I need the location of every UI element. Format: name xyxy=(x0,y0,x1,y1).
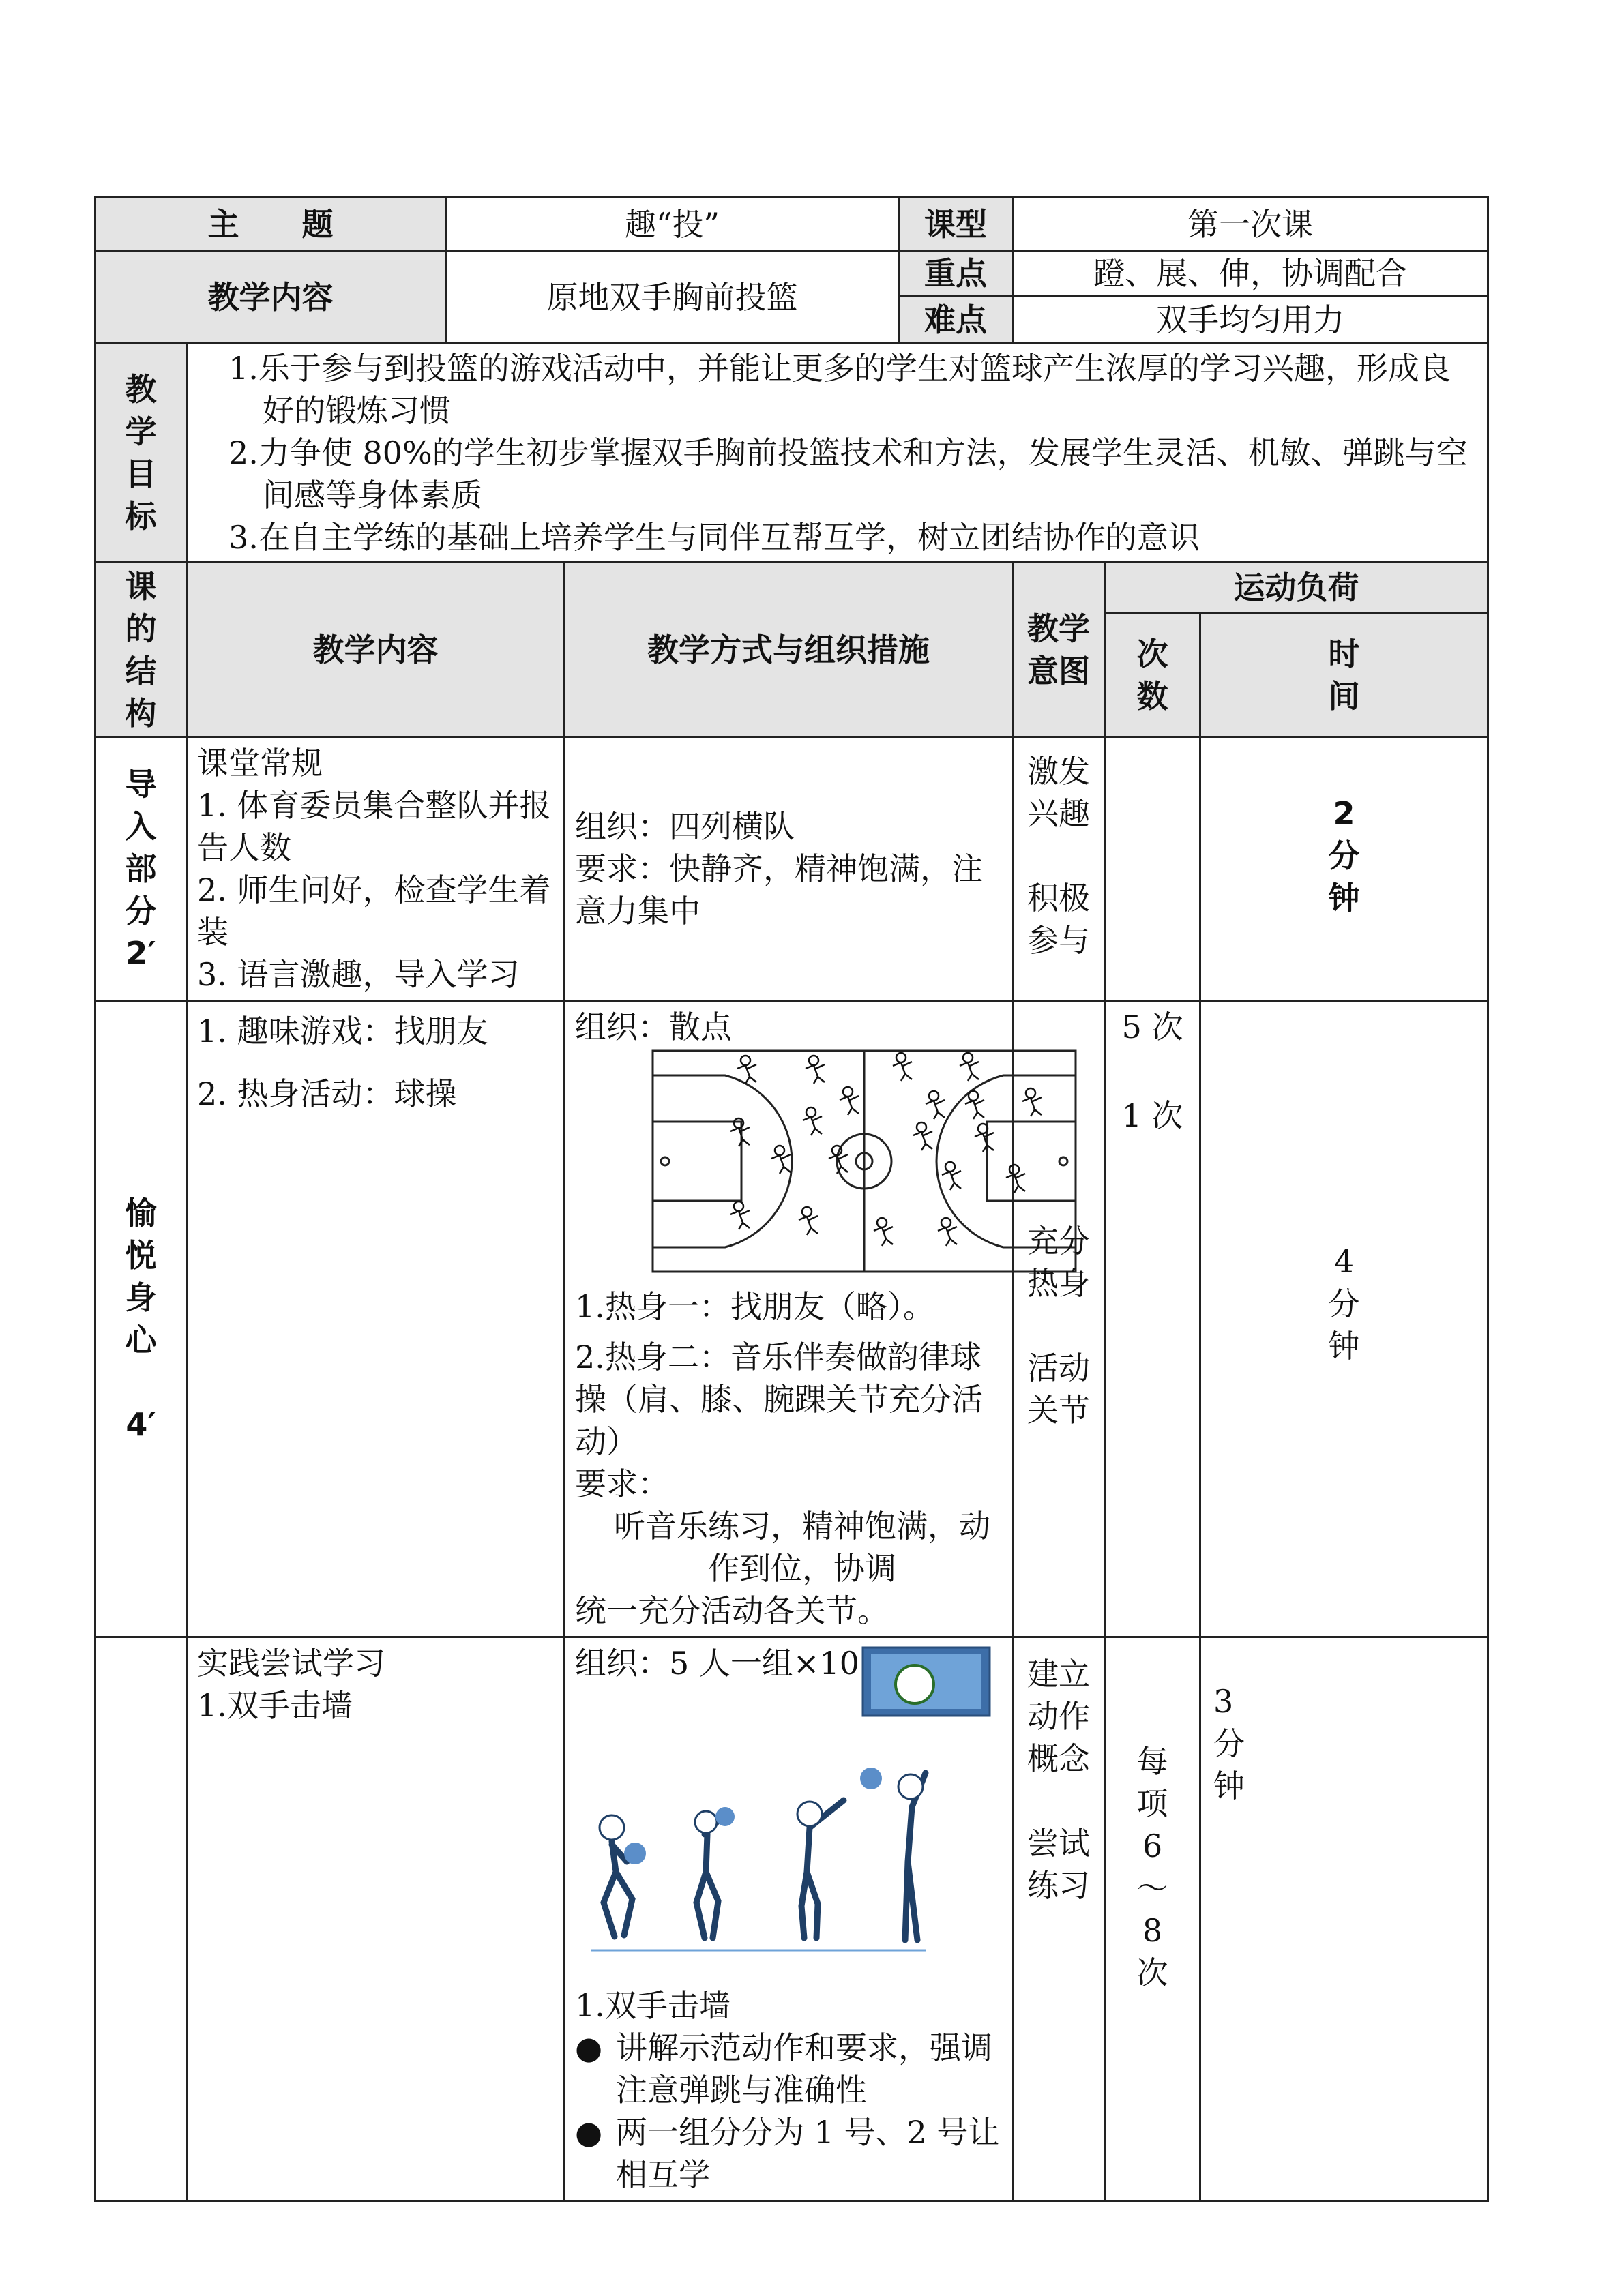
section3-name xyxy=(95,1637,187,2201)
section2-count: 5 次 1 次 xyxy=(1105,1001,1200,1637)
section3-subtitle: 1.双手击墙 xyxy=(575,1987,730,2024)
goal-item: 3.在自主学练的基础上培养学生与同伴互帮互学，树立团结协作的意识 xyxy=(228,519,1200,556)
key-value: 蹬、展、伸，协调配合 xyxy=(1013,251,1488,296)
section2-methods xyxy=(565,1001,1013,1637)
goal-item: 1.乐于参与到投篮的游戏活动中，并能让更多的学生对篮球产生浓厚的学习兴趣，形成良好的锻炼习惯 xyxy=(228,350,1451,429)
difficulty-value: 双手均匀用力 xyxy=(1013,296,1488,344)
bullet-item: ● 两一组分分为 1 号、2 号让相互学 xyxy=(575,2114,1000,2193)
req-text: 要求：快静齐，精神饱满，注意力集中 xyxy=(575,850,983,929)
warmup-1: 1.热身一：找朋友（略）。 xyxy=(575,1288,934,1325)
section3-time: 3 分 钟 xyxy=(1200,1637,1488,2201)
count-header: 次 数 xyxy=(1105,613,1200,737)
methods-header: 教学方式与组织措施 xyxy=(565,563,1013,737)
warmup-2: 2.热身二：音乐伴奏做韵律球操（肩、膝、腕踝关节充分活动） xyxy=(575,1339,983,1460)
content-value: 原地双手胸前投篮 xyxy=(446,251,899,344)
lesson-plan-table xyxy=(94,196,1489,2202)
intent-header: 教学 意图 xyxy=(1013,563,1105,737)
section1-name: 导 入 部 分 2′ xyxy=(95,737,187,1001)
content-label: 教学内容 xyxy=(95,251,446,344)
goals-list xyxy=(187,344,1488,563)
topic-value: 趣“投” xyxy=(446,198,899,251)
req-line-1: 听音乐练习，精神饱满，动作到位，协调 xyxy=(614,1508,990,1587)
wall-target-icon xyxy=(861,1646,991,1717)
section2-content: 1. 趣味游戏：找朋友 2. 热身活动：球操 xyxy=(187,1001,565,1637)
difficulty-label: 难点 xyxy=(899,296,1013,344)
req-label: 要求： xyxy=(575,1465,669,1502)
player-figures xyxy=(730,1053,1042,1246)
goal-item: 2.力争使 80%的学生初步掌握双手胸前投篮技术和方法，发展学生灵活、机敏、弹跳与空间感等身体素质 xyxy=(228,434,1468,513)
section1-content: 课堂常规 1. 体育委员集合整队并报告人数 2. 师生问好，检查学生着装 3. 语言激趣，导入学习 xyxy=(187,737,565,1001)
structure-header: 课 的 结 构 xyxy=(95,563,187,737)
org-text: 组织：散点 xyxy=(575,1009,732,1045)
time-header: 时 间 xyxy=(1200,613,1488,737)
bullet-item: ● 讲解示范动作和要求，强调注意弹跳与准确性 xyxy=(575,2029,992,2108)
section3-methods xyxy=(565,1637,1013,2201)
section3-content: 实践尝试学习 1.双手击墙 xyxy=(187,1637,565,2201)
topic-label: 主 题 xyxy=(95,198,446,251)
goals-label: 教 学 目 标 xyxy=(95,344,187,563)
section1-count xyxy=(1105,737,1200,1001)
org-text: 组织：四列横队 xyxy=(575,808,795,845)
type-value: 第一次课 xyxy=(1013,198,1488,251)
req-line-2: 统一充分活动各关节。 xyxy=(575,1592,889,1629)
section1-intent: 激发 兴趣 积极 参与 xyxy=(1013,737,1105,1001)
shooting-motion-figures xyxy=(585,1759,939,1964)
section3-count: 每 项 6 ～ 8 次 xyxy=(1105,1637,1200,2201)
content-header: 教学内容 xyxy=(187,563,565,737)
org-text: 组织：5 人一组×10 xyxy=(575,1645,859,1682)
load-header: 运动负荷 xyxy=(1105,563,1488,613)
section3-intent: 建立 动作 概念 尝试 练习 xyxy=(1013,1637,1105,2201)
section1-methods xyxy=(565,737,1013,1001)
lesson-plan xyxy=(94,196,1487,2202)
section2-name: 愉 悦 身 心 4′ xyxy=(95,1001,187,1637)
type-label: 课型 xyxy=(899,198,1013,251)
section1-time: 2 分 钟 xyxy=(1200,737,1488,1001)
key-label: 重点 xyxy=(899,251,1013,296)
section2-intent: 充分 热身 活动 关节 xyxy=(1013,1001,1105,1637)
section2-time: 4 分 钟 xyxy=(1200,1001,1488,1637)
